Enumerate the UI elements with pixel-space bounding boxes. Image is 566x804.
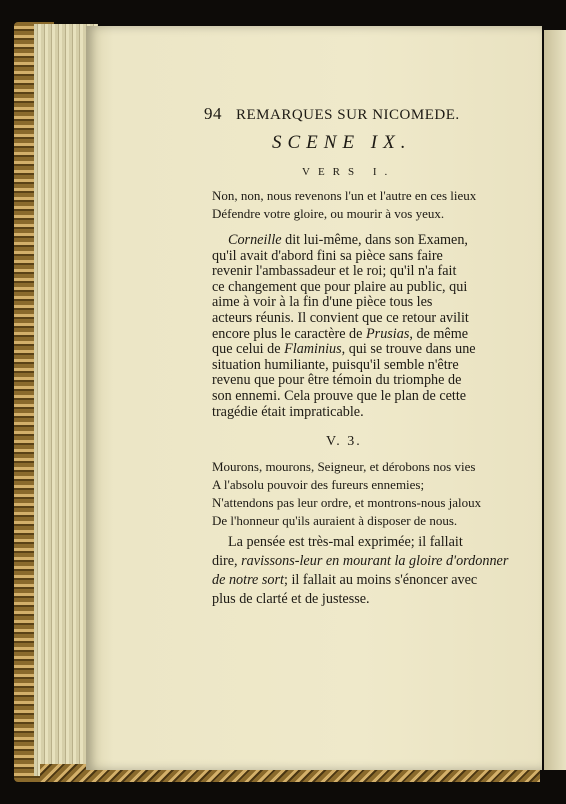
paragraph-line: son ennemi. Cela prouve que le plan de cette [212, 388, 467, 404]
paragraph-line: dire, ravissons-leur en mourant la gloire d'ordonner [212, 553, 509, 569]
paragraph-line: revenir l'ambassadeur et le roi; qu'il n'a fait [212, 263, 457, 280]
paragraph-line: tragédie était impraticable. [212, 403, 364, 420]
paragraph-line: La pensée est très-mal exprimée; il fallait [228, 534, 463, 550]
vers-heading: VERS I. [302, 166, 396, 178]
paragraph-line: plus de clarté et de justesse. [212, 591, 370, 607]
running-head-title: REMARQUES SUR NICOMEDE. [236, 107, 460, 123]
verse-line: A l'absolu pouvoir des fureurs ennemies; [212, 477, 425, 492]
paragraph-line: que celui de Flaminius, qui se trouve dans une [212, 341, 476, 358]
verse-line: Mourons, mourons, Seigneur, et dérobons nos vies [212, 459, 476, 474]
paragraph-line: situation humiliante, puisqu'il semble n'être [212, 356, 459, 373]
verse-line: Défendre votre gloire, ou mourir à vos yeux. [212, 206, 445, 221]
verse-line: N'attendons pas leur ordre, et montrons-nous jaloux [212, 495, 482, 510]
paragraph-line: revenu que pour être témoin du triomphe de [212, 372, 462, 389]
verse-line: De l'honneur qu'ils auraient à disposer de nous. [212, 513, 458, 528]
paragraph-line: ce changement que pour plaire au public, qui [212, 278, 468, 295]
paragraph-line: de notre sort; il fallait au moins s'énoncer avec [212, 572, 478, 588]
paragraph-line: aime à voir à la fin d'une pièce tous les [212, 294, 433, 311]
paragraph-line: qu'il avait d'abord fini sa pièce sans faire [212, 247, 443, 264]
running-head [204, 104, 460, 124]
page-number: 94 [204, 104, 222, 123]
facing-page-edge [544, 30, 566, 770]
verse-line: Non, non, nous revenons l'un et l'autre en ces lieux [212, 188, 477, 203]
paragraph-line: Corneille dit lui-même, dans son Examen, [228, 232, 468, 248]
paragraph-line: acteurs réunis. Il convient que ce retour avilit [212, 310, 469, 326]
paragraph-line: encore plus le caractère de Prusias, de même [212, 325, 469, 342]
verse-number-heading: V. 3. [326, 434, 362, 449]
scene-title: SCENE IX. [272, 132, 412, 153]
